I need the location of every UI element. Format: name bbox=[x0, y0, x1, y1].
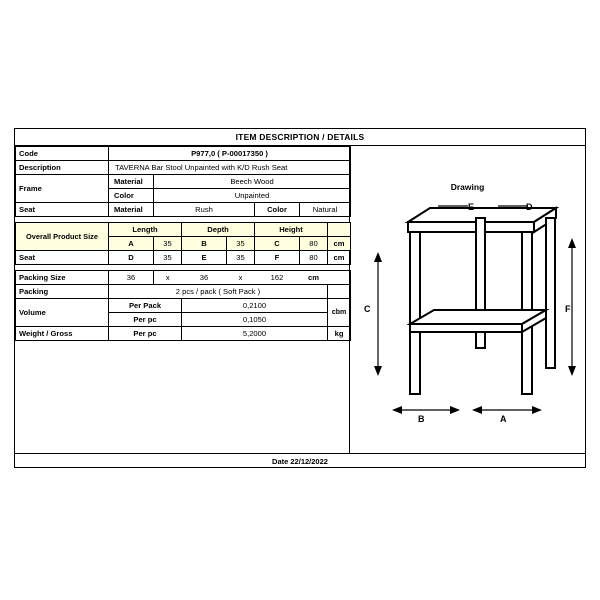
overall-unit-blank bbox=[328, 223, 351, 237]
description-label: Description bbox=[16, 161, 109, 175]
overall-a-key: A bbox=[109, 237, 154, 251]
table-row bbox=[16, 299, 351, 313]
packing-size-unit: cm bbox=[300, 271, 328, 285]
depth-label: Depth bbox=[182, 223, 255, 237]
packing-size-height: 162 bbox=[255, 271, 300, 285]
weight-label: Weight / Gross bbox=[16, 327, 109, 341]
volume-per-pc-label: Per pc bbox=[109, 313, 182, 327]
seat-e-value: 35 bbox=[227, 251, 255, 265]
overall-c-value: 80 bbox=[300, 237, 328, 251]
callout-a: A bbox=[500, 414, 507, 424]
callout-d: D bbox=[526, 202, 533, 212]
table-row bbox=[16, 223, 351, 237]
frame-color-value: Unpainted bbox=[154, 189, 351, 203]
drawing-column bbox=[350, 146, 585, 453]
volume-label: Volume bbox=[16, 299, 109, 327]
seat-size-label: Seat bbox=[16, 251, 109, 265]
volume-unit: cbm bbox=[328, 299, 351, 327]
table-row bbox=[16, 285, 351, 299]
seat-material-value: Rush bbox=[154, 203, 255, 217]
seat-f-value: 80 bbox=[300, 251, 328, 265]
code-label: Code bbox=[16, 147, 109, 161]
table-row bbox=[16, 203, 351, 217]
packing-size-length: 36 bbox=[109, 271, 154, 285]
frame-color-label: Color bbox=[109, 189, 154, 203]
stool-drawing bbox=[350, 198, 586, 438]
table-row bbox=[16, 251, 351, 265]
packing-x-1: x bbox=[154, 271, 182, 285]
frame-material-value: Beech Wood bbox=[154, 175, 351, 189]
seat-unit: cm bbox=[328, 251, 351, 265]
overall-unit: cm bbox=[328, 237, 351, 251]
callout-f: F bbox=[565, 304, 571, 314]
callout-e: E bbox=[468, 202, 475, 212]
stool-diagram-svg bbox=[350, 198, 586, 438]
packing-size-label: Packing Size bbox=[16, 271, 109, 285]
overall-b-value: 35 bbox=[227, 237, 255, 251]
packing-blank bbox=[328, 285, 351, 299]
seat-f-key: F bbox=[255, 251, 300, 265]
date-footer: Date 22/12/2022 bbox=[15, 453, 585, 469]
seat-e-key: E bbox=[182, 251, 227, 265]
frame-material-label: Material bbox=[109, 175, 154, 189]
volume-per-pack-label: Per Pack bbox=[109, 299, 182, 313]
table-row bbox=[16, 271, 351, 285]
packing-value: 2 pcs / pack ( Soft Pack ) bbox=[109, 285, 328, 299]
table-row bbox=[16, 327, 351, 341]
table-row bbox=[16, 161, 351, 175]
seat-color-label: Color bbox=[255, 203, 300, 217]
specifications-table bbox=[15, 146, 351, 341]
code-value: P977,0 ( P-00017350 ) bbox=[109, 147, 351, 161]
seat-label: Seat bbox=[16, 203, 109, 217]
item-details-sheet bbox=[14, 128, 586, 468]
table-row bbox=[16, 147, 351, 161]
height-label: Height bbox=[255, 223, 328, 237]
seat-material-label: Material bbox=[109, 203, 154, 217]
seat-d-value: 35 bbox=[154, 251, 182, 265]
overall-size-label: Overall Product Size bbox=[16, 223, 109, 251]
packing-label: Packing bbox=[16, 285, 109, 299]
weight-unit: kg bbox=[328, 327, 351, 341]
callout-b: B bbox=[418, 414, 425, 424]
seat-d-key: D bbox=[109, 251, 154, 265]
packing-x-2: x bbox=[227, 271, 255, 285]
specifications-column bbox=[15, 146, 350, 453]
volume-per-pack-value: 0,2100 bbox=[182, 299, 328, 313]
sheet-body bbox=[15, 146, 585, 453]
volume-per-pc-value: 0,1050 bbox=[182, 313, 328, 327]
callout-c: C bbox=[364, 304, 371, 314]
overall-b-key: B bbox=[182, 237, 227, 251]
weight-per-pc-value: 5,2000 bbox=[182, 327, 328, 341]
drawing-label: Drawing bbox=[450, 182, 485, 192]
seat-color-value: Natural bbox=[300, 203, 351, 217]
table-row bbox=[16, 175, 351, 189]
description-value: TAVERNA Bar Stool Unpainted with K/D Rush Seat bbox=[109, 161, 351, 175]
packing-size-blank bbox=[328, 271, 351, 285]
frame-label: Frame bbox=[16, 175, 109, 203]
overall-a-value: 35 bbox=[154, 237, 182, 251]
length-label: Length bbox=[109, 223, 182, 237]
overall-c-key: C bbox=[255, 237, 300, 251]
page-title: ITEM DESCRIPTION / DETAILS bbox=[15, 129, 585, 146]
packing-size-width: 36 bbox=[182, 271, 227, 285]
weight-per-pc-label: Per pc bbox=[109, 327, 182, 341]
